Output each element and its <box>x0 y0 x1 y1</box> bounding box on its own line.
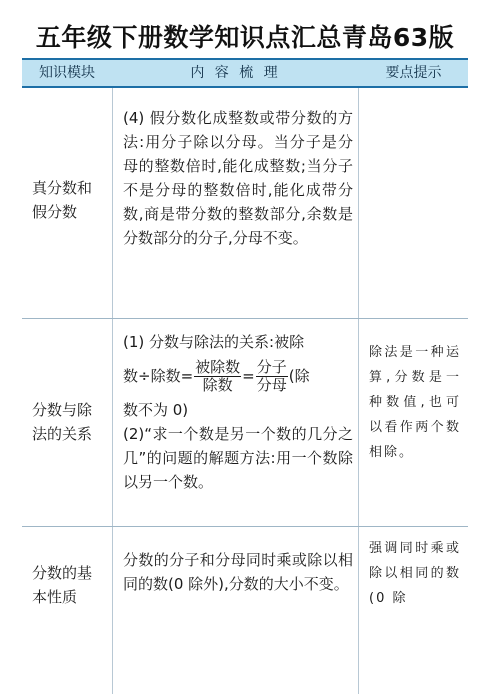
division-formula <box>123 354 353 398</box>
fraction-denominator: 分母 <box>256 376 287 394</box>
content-paragraph: (2)“求一个数是另一个数的几分之几”的问题的解题方法:用一个数除以另一个数。 <box>123 425 353 491</box>
row-divider <box>22 318 468 319</box>
fraction-numerator: 被除数 <box>195 358 241 376</box>
topic-line: 分数与除 <box>32 401 93 419</box>
topic-line: 真分数和 <box>32 179 93 197</box>
header-content-review: 内 容 梳 理 <box>190 65 281 81</box>
header-key-points: 要点提示 <box>385 65 442 81</box>
column-divider <box>112 88 113 694</box>
table-header <box>22 58 468 88</box>
content-line: 数不为 0) <box>123 401 189 419</box>
topic-line: 假分数 <box>32 203 78 221</box>
topic-line: 本性质 <box>32 588 78 606</box>
row-content-fraction-property: 分数的分子和分母同时乘或除以相同的数(0 除外),分数的大小不变。 <box>123 551 353 593</box>
page-title: 五年级下册数学知识点汇总青岛63版 <box>35 23 455 52</box>
row-topic-improper-fractions <box>22 176 112 224</box>
column-divider <box>358 88 359 694</box>
topic-line: 法的关系 <box>32 425 93 443</box>
row-topic-fraction-division <box>22 398 112 446</box>
fraction-denominator: 除数 <box>202 376 233 394</box>
fraction-numerator-over-denominator <box>256 359 288 394</box>
topic-line: 分数的基 <box>32 564 93 582</box>
row-content-improper-fractions: (4) 假分数化成整数或带分数的方法:用分子除以分母。当分子是分母的整数倍时,能化成整数;当分子不是分母的整数倍时,能化成带分数,商是带分数的整数部分,余数是分数部分的分子,分母不变。 <box>123 109 353 247</box>
row-note-fraction-property: 强调同时乘或除以相同的数(0 除 <box>369 541 461 606</box>
row-topic-fraction-property <box>22 561 112 609</box>
header-knowledge-module: 知识模块 <box>39 65 95 81</box>
row-note-fraction-division: 除法是一种运算,分数是一种数值,也可以看作两个数相除。 <box>369 345 461 460</box>
row-content-fraction-division <box>123 330 353 494</box>
row-divider <box>22 526 468 527</box>
content-line: (1) 分数与除法的关系:被除 <box>123 333 305 351</box>
formula-lead: 数÷除数= <box>123 367 194 385</box>
fraction-numerator: 分子 <box>256 358 287 376</box>
fraction-dividend-over-divisor <box>194 359 241 394</box>
formula-equals: = <box>242 367 255 385</box>
formula-tail: (除 <box>288 367 310 385</box>
